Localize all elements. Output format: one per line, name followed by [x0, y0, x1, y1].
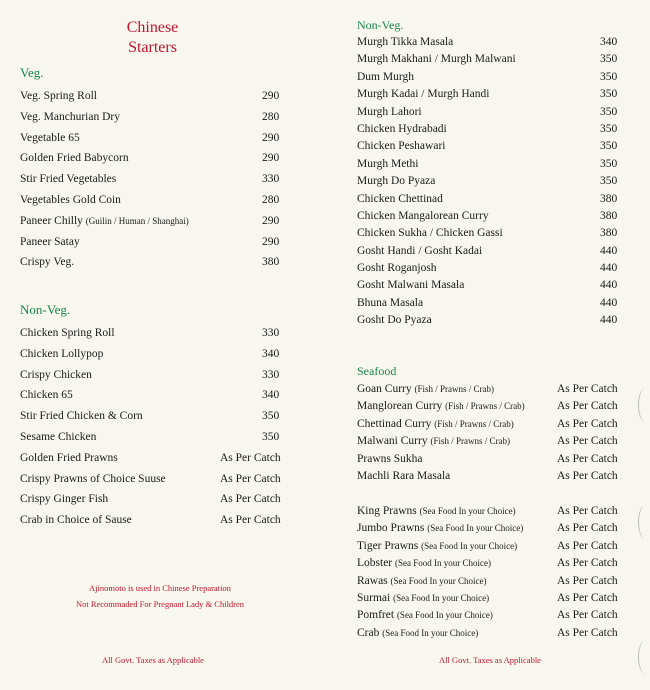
- item-note: (Sea Food In your Choice): [390, 575, 487, 586]
- decorative-swirl: [638, 505, 650, 539]
- item-price: As Per Catch: [557, 505, 618, 517]
- menu-item: [20, 190, 300, 211]
- menu-item: [20, 148, 300, 169]
- item-price: 350: [600, 122, 618, 135]
- item-note: (Sea Food In your Choice): [395, 558, 491, 569]
- item-name: Bhuna Masala: [357, 296, 424, 309]
- menu-item: [20, 252, 300, 273]
- right-nonveg-list: [357, 34, 627, 330]
- item-name: Gosht Malwani Masala: [357, 279, 465, 292]
- item-name: Gosht Roganjosh: [357, 262, 437, 275]
- item-name: Dum Murgh: [357, 70, 414, 83]
- item-price: 330: [262, 173, 280, 186]
- item-note: (Sea Food In your Choice): [427, 523, 524, 534]
- item-name: Gosht Do Pyaza: [357, 314, 432, 327]
- item-price: 440: [600, 296, 618, 309]
- item-note: (Sea Food In your Choice): [421, 540, 518, 551]
- item-price: 440: [600, 279, 618, 292]
- menu-item: [20, 128, 300, 149]
- menu-item: [20, 107, 300, 128]
- item-name: Chicken Hydrabadi: [357, 122, 447, 135]
- item-price: As Per Catch: [557, 435, 618, 448]
- menu-item: [20, 489, 300, 510]
- item-price: 340: [262, 389, 280, 402]
- menu-item: [20, 211, 300, 232]
- right-taxes-note: All Govt. Taxes as Applicable: [439, 655, 541, 665]
- item-name: Vegetables Gold Coin: [20, 193, 121, 206]
- menu-item: [357, 173, 627, 190]
- seafood-list: [357, 381, 627, 485]
- menu-item: [357, 555, 627, 572]
- menu-item: [20, 344, 300, 365]
- item-price: As Per Catch: [557, 417, 618, 430]
- menu-item: [357, 573, 627, 590]
- item-name: Murgh Kadai / Murgh Handi: [357, 88, 490, 101]
- item-price: 350: [600, 70, 618, 83]
- item-name: Crispy Prawns of Choice Suuse: [20, 472, 166, 485]
- item-price: 350: [600, 140, 618, 153]
- item-name: King Prawns: [357, 505, 417, 517]
- menu-item: [357, 225, 627, 242]
- item-price: As Per Catch: [557, 469, 618, 482]
- item-name: Malwani Curry: [357, 435, 428, 448]
- item-name: Chettinad Curry: [357, 417, 432, 430]
- menu-item: [20, 406, 300, 427]
- item-name: Crab in Choice of Sause: [20, 514, 132, 527]
- menu-item: [20, 365, 300, 386]
- seafood-choice-list: [357, 503, 627, 642]
- item-name: Jumbo Prawns: [357, 522, 425, 535]
- item-price: 280: [262, 110, 280, 123]
- item-name: Murgh Makhani / Murgh Malwani: [357, 53, 516, 66]
- item-name: Chicken Sukha / Chicken Gassi: [357, 227, 503, 240]
- item-price: 290: [262, 131, 280, 144]
- item-price: 290: [262, 235, 280, 248]
- item-name: Golden Fried Babycorn: [20, 152, 129, 165]
- menu-item: [357, 312, 627, 329]
- item-price: 350: [600, 53, 618, 66]
- menu-item: [357, 416, 627, 433]
- item-price: 280: [262, 193, 280, 206]
- item-name: Gosht Handi / Gosht Kadai: [357, 244, 483, 257]
- item-note: (Guilin / Human / Shanghai): [85, 215, 189, 226]
- item-price: As Per Catch: [220, 451, 281, 464]
- item-price: 330: [262, 327, 280, 339]
- menu-item: [357, 104, 627, 121]
- veg-list: [20, 86, 300, 273]
- item-price: 380: [600, 192, 618, 205]
- item-price: 340: [600, 36, 618, 48]
- item-price: As Per Catch: [557, 452, 618, 465]
- item-name: Prawns Sukha: [357, 452, 423, 465]
- item-name: Chicken Lollypop: [20, 347, 104, 360]
- item-price: 380: [600, 227, 618, 240]
- item-name: Veg. Manchurian Dry: [20, 110, 120, 123]
- menu-item: [357, 69, 627, 86]
- menu-item: [20, 232, 300, 253]
- title-line: Chinese: [126, 19, 179, 36]
- item-name: Crispy Ginger Fish: [20, 493, 109, 506]
- item-note: (Fish / Prawns / Crab): [434, 418, 514, 429]
- menu-item: [20, 469, 300, 490]
- menu-item: [357, 121, 627, 138]
- item-note: (Fish / Prawns / Crab): [445, 401, 525, 412]
- item-note: (Sea Food In your Choice): [393, 592, 490, 603]
- item-price: 380: [262, 256, 280, 269]
- item-name: Chicken Mangalorean Curry: [357, 209, 489, 222]
- item-name: Chicken 65: [20, 389, 73, 402]
- section-title: [90, 18, 215, 58]
- item-name: Veg. Spring Roll: [20, 90, 97, 102]
- menu-item: [357, 520, 627, 537]
- item-price: 290: [262, 90, 280, 102]
- menu-item: [357, 398, 627, 415]
- item-name: Crab: [357, 626, 380, 639]
- item-price: 380: [600, 209, 618, 222]
- menu-item: [357, 625, 627, 642]
- item-name: Manglorean Curry: [357, 400, 443, 413]
- item-name: Surmai: [357, 591, 391, 604]
- item-name: Paneer Chilly: [20, 214, 83, 227]
- menu-item: [357, 590, 627, 607]
- item-name: Vegetable 65: [20, 131, 80, 144]
- item-price: As Per Catch: [220, 493, 281, 506]
- item-name: Crispy Chicken: [20, 368, 92, 381]
- item-price: As Per Catch: [557, 626, 618, 639]
- item-price: As Per Catch: [557, 574, 618, 587]
- item-price: 350: [262, 410, 280, 423]
- pregnancy-note: Not Recommaded For Pregnant Lady & Children: [75, 599, 245, 609]
- menu-item: [357, 86, 627, 103]
- item-name: Murgh Methi: [357, 157, 419, 170]
- item-price: 340: [262, 347, 280, 360]
- menu-item: [357, 538, 627, 555]
- ajinomoto-note: Ajinomoto is used in Chinese Preparation: [89, 583, 231, 593]
- menu-item: [20, 169, 300, 190]
- item-note: (Fish / Prawns / Crab): [414, 384, 494, 394]
- item-price: 440: [600, 262, 618, 275]
- item-name: Murgh Lahori: [357, 105, 422, 118]
- item-price: 350: [600, 105, 618, 118]
- menu-item: [357, 277, 627, 294]
- item-price: 350: [600, 88, 618, 101]
- item-price: As Per Catch: [557, 383, 618, 395]
- menu-item: [20, 427, 300, 448]
- veg-heading: Veg.: [20, 65, 44, 80]
- item-price: As Per Catch: [557, 591, 618, 604]
- menu-item: [357, 503, 627, 520]
- item-name: Lobster: [357, 557, 393, 570]
- menu-item: [20, 385, 300, 406]
- menu-item: [357, 260, 627, 277]
- decorative-swirl: [0, 58, 7, 92]
- item-note: (Sea Food In your Choice): [382, 627, 479, 638]
- item-price: As Per Catch: [220, 472, 281, 485]
- item-name: Stir Fried Vegetables: [20, 173, 117, 186]
- item-price: As Per Catch: [557, 557, 618, 570]
- item-name: Murgh Tikka Masala: [357, 36, 454, 48]
- item-name: Chicken Chettinad: [357, 192, 443, 205]
- decorative-swirl: [638, 388, 650, 422]
- menu-item: [357, 208, 627, 225]
- item-name: Goan Curry: [357, 383, 412, 395]
- item-price: As Per Catch: [557, 522, 618, 535]
- item-price: 290: [262, 152, 280, 165]
- item-name: Sesame Chicken: [20, 430, 97, 443]
- item-name: Machli Rara Masala: [357, 469, 451, 482]
- right-nonveg-heading: Non-Veg.: [357, 18, 404, 32]
- item-name: Rawas: [357, 574, 388, 587]
- menu-item: [357, 34, 627, 51]
- decorative-swirl: [638, 640, 650, 674]
- item-price: 350: [600, 157, 618, 170]
- item-name: Golden Fried Prawns: [20, 451, 118, 464]
- menu-item: [357, 607, 627, 624]
- item-name: Tiger Prawns: [357, 539, 419, 552]
- item-name: Chicken Peshawari: [357, 140, 446, 153]
- left-nonveg-heading: Non-Veg.: [20, 302, 71, 317]
- item-note: (Sea Food In your Choice): [396, 610, 493, 621]
- item-price: 350: [600, 175, 618, 188]
- menu-item: [357, 295, 627, 312]
- menu-item: [357, 156, 627, 173]
- menu-item: [357, 451, 627, 468]
- left-nonveg-list: [20, 323, 300, 531]
- item-name: Stir Fried Chicken & Corn: [20, 410, 143, 423]
- menu-item: [20, 323, 300, 344]
- menu-item: [20, 448, 300, 469]
- item-price: 440: [600, 244, 618, 257]
- menu-item: [20, 86, 300, 107]
- item-price: As Per Catch: [220, 514, 281, 527]
- item-price: As Per Catch: [557, 400, 618, 413]
- menu-item: [20, 510, 300, 531]
- item-name: Murgh Do Pyaza: [357, 175, 436, 188]
- item-price: As Per Catch: [557, 539, 618, 552]
- left-taxes-note: All Govt. Taxes as Applicable: [102, 655, 204, 665]
- item-name: Crispy Veg.: [20, 256, 75, 269]
- menu-item: [357, 138, 627, 155]
- title-line: Starters: [128, 39, 177, 56]
- menu-item: [357, 191, 627, 208]
- item-price: 330: [262, 368, 280, 381]
- item-name: Chicken Spring Roll: [20, 327, 115, 339]
- menu-item: [357, 243, 627, 260]
- item-note: (Sea Food In your Choice): [419, 506, 516, 516]
- decorative-swirl: [0, 240, 7, 258]
- menu-item: [357, 468, 627, 485]
- item-name: Pomfret: [357, 609, 395, 622]
- menu-item: [357, 433, 627, 450]
- menu-item: [357, 381, 627, 398]
- item-price: As Per Catch: [557, 609, 618, 622]
- item-note: (Fish / Prawns / Crab): [430, 436, 510, 447]
- seafood-heading: Seafood: [357, 364, 397, 378]
- item-price: 290: [262, 214, 280, 227]
- item-price: 350: [262, 430, 280, 443]
- menu-item: [357, 51, 627, 68]
- item-price: 440: [600, 314, 618, 327]
- item-name: Paneer Satay: [20, 235, 80, 248]
